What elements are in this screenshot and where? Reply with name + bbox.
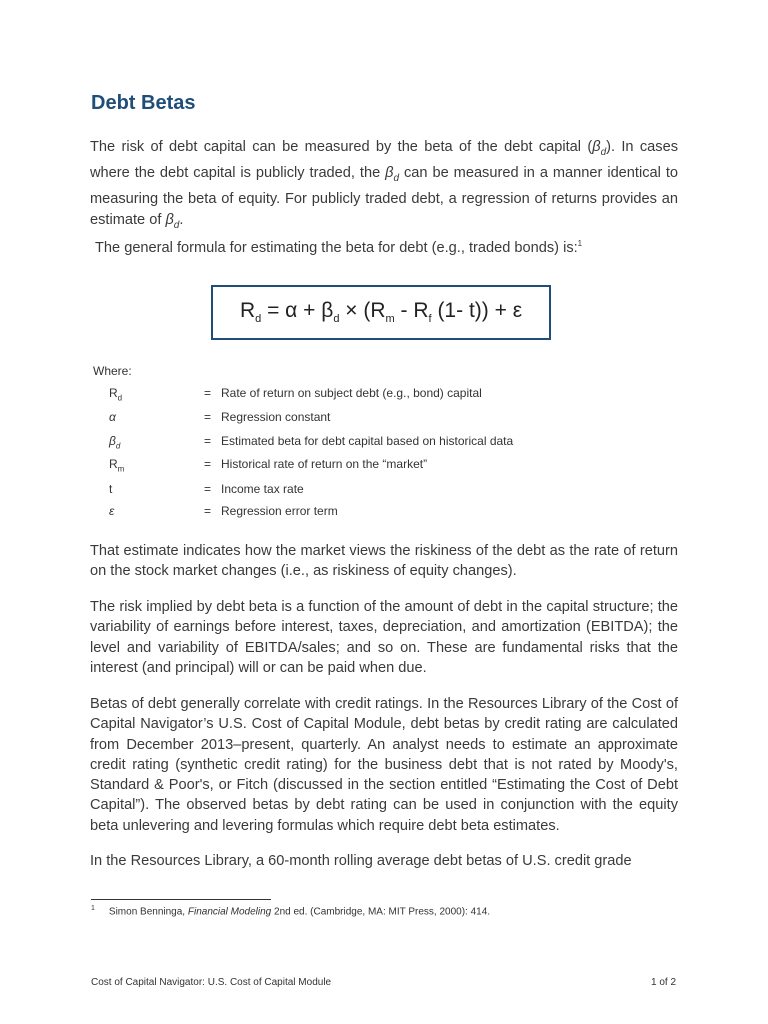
beta-subscript: d [600, 146, 607, 158]
definition-row [109, 386, 669, 408]
symbol: t [109, 482, 113, 496]
formula-sub: f [428, 313, 432, 326]
formula-sub: d [255, 313, 262, 326]
equals-sign: = [204, 504, 212, 518]
equals-sign: = [204, 457, 212, 471]
definition-text: Estimated beta for debt capital based on historical data [221, 434, 514, 448]
equals-sign: = [204, 434, 212, 448]
definition-symbol [109, 482, 189, 496]
definition-row [109, 457, 669, 479]
definition-symbol [109, 410, 189, 424]
paragraph-intro [90, 137, 678, 236]
formula-intro [95, 234, 683, 258]
beta-subscript: d [393, 173, 400, 185]
symbol: R [109, 457, 118, 471]
footnote-number: 1 [91, 905, 95, 912]
text-segment: The risk of debt capital can be measured by the beta of the debt capital ( [90, 139, 593, 155]
page-number: 1 of 2 [651, 977, 677, 988]
symbol: α [109, 410, 116, 424]
definition-symbol [109, 504, 189, 518]
definition-symbol [109, 386, 189, 402]
definition-text: Regression constant [221, 410, 331, 424]
page-title: Debt Betas [91, 92, 196, 114]
symbol: β [109, 434, 116, 448]
symbol-sub: m [117, 464, 125, 474]
beta-symbol: β [385, 165, 394, 182]
definition-text: Regression error term [221, 504, 338, 518]
text-segment: . [179, 211, 184, 228]
formula-part: (1- t)) + ε [431, 299, 523, 323]
symbol: R [109, 386, 118, 400]
definition-symbol [109, 457, 189, 473]
definition-row [109, 434, 669, 456]
footnote-book: Financial Modeling [187, 906, 272, 918]
footnote-divider [91, 899, 271, 900]
definition-text: Historical rate of return on the “market” [221, 457, 428, 471]
symbol: ε [109, 504, 115, 518]
beta-symbol: β [165, 211, 174, 228]
formula-part: × (R [339, 299, 386, 323]
formula-sub: d [333, 313, 340, 326]
formula-part: - R [394, 299, 429, 323]
definition-symbol [109, 434, 189, 450]
paragraph-market-view: That estimate indicates how the market views the riskiness of the debt as the rate of return on the stock market changes (i.e., as riskiness of equity changes). [90, 543, 678, 580]
footnote [91, 905, 490, 917]
footnote-rest: 2nd ed. (Cambridge, MA: MIT Press, 2000): 414. [271, 906, 491, 918]
symbol-sub: d [117, 393, 123, 403]
paragraph-risk: The risk implied by debt beta is a function of the amount of debt in the capital structure; the variability of earnings before interest, taxes, depreciation, and amortization (EBITDA); the level and variability of EBITDA/sales; and so on. These are fundamental risks that the interest (and principal) will or can be paid when due. [90, 599, 678, 676]
beta-symbol: β [592, 139, 601, 155]
text-segment: can be measured in a manner identical to measuring the beta of equity. For publicly traded debt, a regression of returns provides an estimate of [90, 165, 678, 228]
footer-title: Cost of Capital Navigator: U.S. Cost of Capital Module [91, 977, 332, 988]
formula-box [211, 285, 551, 340]
equals-sign: = [204, 386, 212, 400]
paragraph-credit-ratings: Betas of debt generally correlate with credit ratings. In the Resources Library of the Cost of Capital Navigator’s U.S. Cost of Capital Module, debt betas by credit rating are calculated from December 2013–present, quarterly. An analyst needs to estimate an approximate credit rating (synthetic credit rating) for the business debt that is not rated by Moody's, Standard & Poor's, or Fitch (discussed in the section entitled “Estimating the Cost of Debt Capital”). The observed betas by debt rating can be used in conjunction with the equity beta unlevering and levering formulas which require debt beta estimates. [90, 696, 678, 834]
footnote-author: Simon Benninga, [108, 906, 188, 918]
formula [240, 299, 522, 325]
beta-subscript: d [173, 219, 180, 231]
equals-sign: = [204, 482, 212, 496]
definition-row [109, 410, 669, 432]
definition-text: Rate of return on subject debt (e.g., bond) capital [221, 386, 482, 400]
definition-row [109, 504, 669, 526]
definition-row [109, 482, 669, 504]
paragraph-resources-library: In the Resources Library, a 60-month rolling average debt betas of U.S. credit grade [90, 853, 632, 869]
where-label: Where: [93, 364, 132, 378]
formula-part: R [239, 299, 256, 323]
text-segment: ). In cases where the debt capital is publicly traded, the [90, 139, 678, 182]
formula-sub: m [385, 313, 395, 326]
formula-intro-text: The general formula for estimating the beta for debt (e.g., traded bonds) is: [95, 239, 578, 256]
definition-text: Income tax rate [221, 482, 304, 496]
footnote-ref: 1 [577, 239, 583, 248]
symbol-sub: d [115, 441, 121, 451]
formula-part: = α + β [261, 299, 334, 323]
equals-sign: = [204, 410, 212, 424]
